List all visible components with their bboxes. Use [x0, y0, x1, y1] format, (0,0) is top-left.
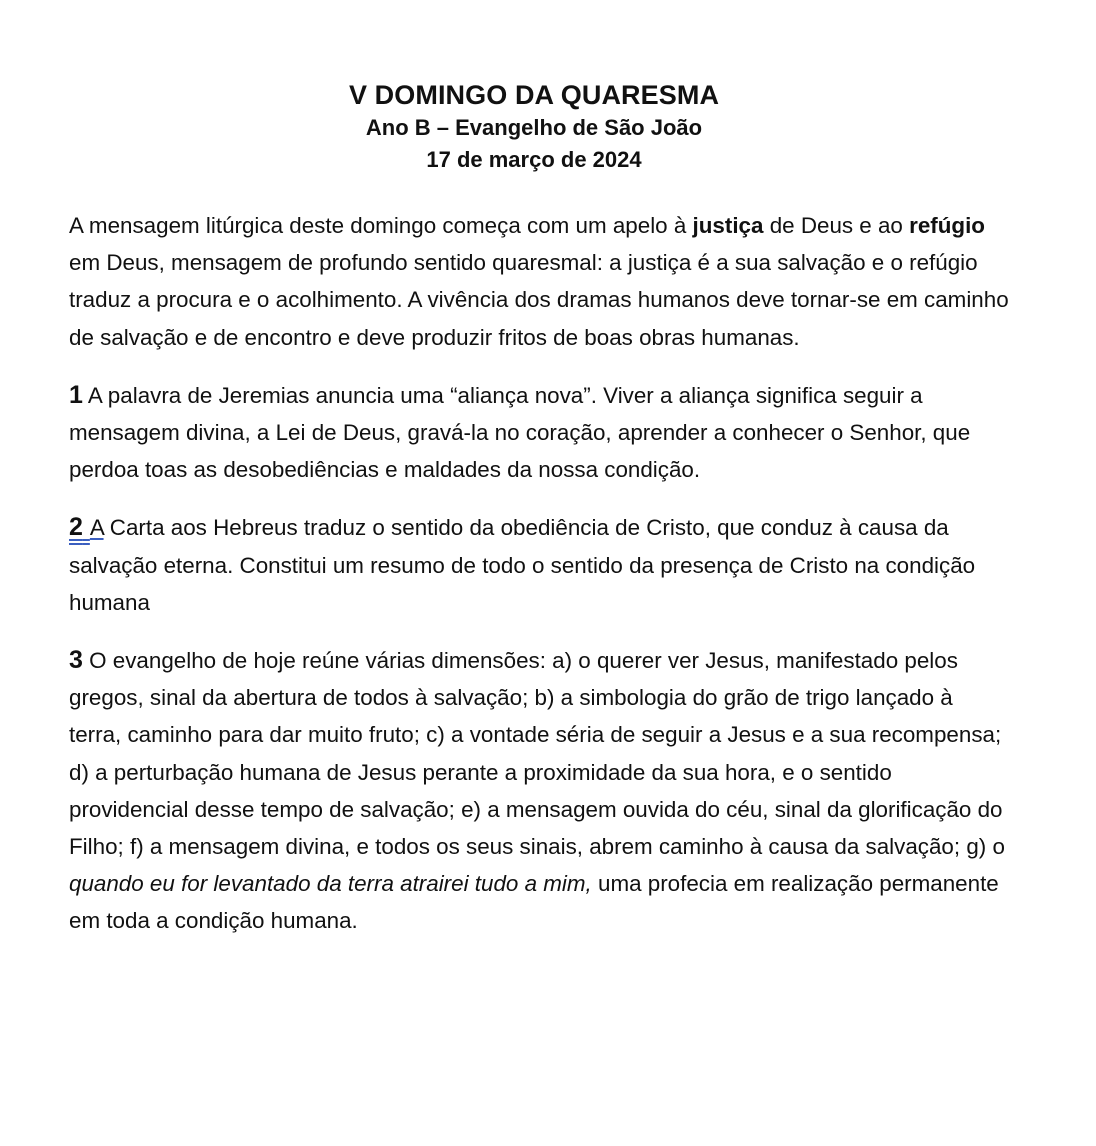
intro-text-part1: A mensagem litúrgica deste domingo começa com um apelo à	[69, 213, 693, 238]
section-1-text: A palavra de Jeremias anuncia uma “aliança nova”. Viver a aliança significa seguir a mensagem divina, a Lei de Deus, gravá-la no coração, aprender a conhecer o Senhor, que perdoa toas as desobediências e maldades da nossa condição.	[69, 382, 971, 483]
section-2-first-letter: A	[89, 515, 104, 541]
page-title: V DOMINGO DA QUARESMA	[348, 80, 720, 110]
section-3-number: 3	[69, 646, 83, 675]
page-subtitle-date: 17 de março de 2024	[426, 147, 642, 172]
document-header	[0, 78, 1068, 176]
section-3-text: O evangelho de hoje reúne várias dimensões: a) o querer ver Jesus, manifestado pelos gregos, sinal da abertura de todos à salvação; b) a simbologia do grão de trigo lançado à terra, caminho para dar muito fruto; c) a vontade séria de seguir a Jesus e a sua recompensa; d) a perturbação humana de Jesus perante a proximidade da sua hora, e o sentido providencial desse tempo de salvação; e) a mensagem ouvida do céu, sinal da glorificação do Filho; f) a mensagem divina, e todos os seus sinais, abrem caminho à causa da salvação; g) o	[69, 648, 1005, 860]
section-3-italic-quote: quando eu for levantado da terra atrairei tudo a mim,	[69, 871, 592, 897]
intro-paragraph	[69, 207, 1009, 356]
page-subtitle-year-gospel: Ano B – Evangelho de São João	[365, 115, 703, 140]
section-3-paragraph	[69, 642, 1009, 940]
intro-bold-refugio: refúgio	[909, 213, 985, 238]
section-2-paragraph	[69, 509, 1009, 621]
document-body	[69, 207, 1009, 961]
section-2-text: Carta aos Hebreus traduz o sentido da obediência de Cristo, que conduz à causa da salvação eterna. Constitui um resumo de todo o sentido da presença de Cristo na condição humana	[69, 515, 976, 615]
section-2-number	[69, 513, 90, 541]
section-3-tail: uma profecia em realização permanente em toda a condição humana.	[69, 871, 999, 934]
intro-bold-justica: justiça	[692, 213, 764, 238]
intro-text-part2: de Deus e ao	[763, 213, 910, 238]
section-1-paragraph	[69, 377, 1009, 489]
intro-text-part3: em Deus, mensagem de profundo sentido quaresmal: a justiça é a sua salvação e o refúgio traduz a procura e o acolhimento. A vivência dos dramas humanos deve tornar-se em caminho de salvação e de encontro e deve produzir fritos de boas obras humanas.	[69, 250, 1009, 350]
section-2-number-gap	[83, 513, 90, 541]
section-1-number: 1	[69, 380, 83, 409]
section-2-number-value: 2	[69, 513, 83, 542]
